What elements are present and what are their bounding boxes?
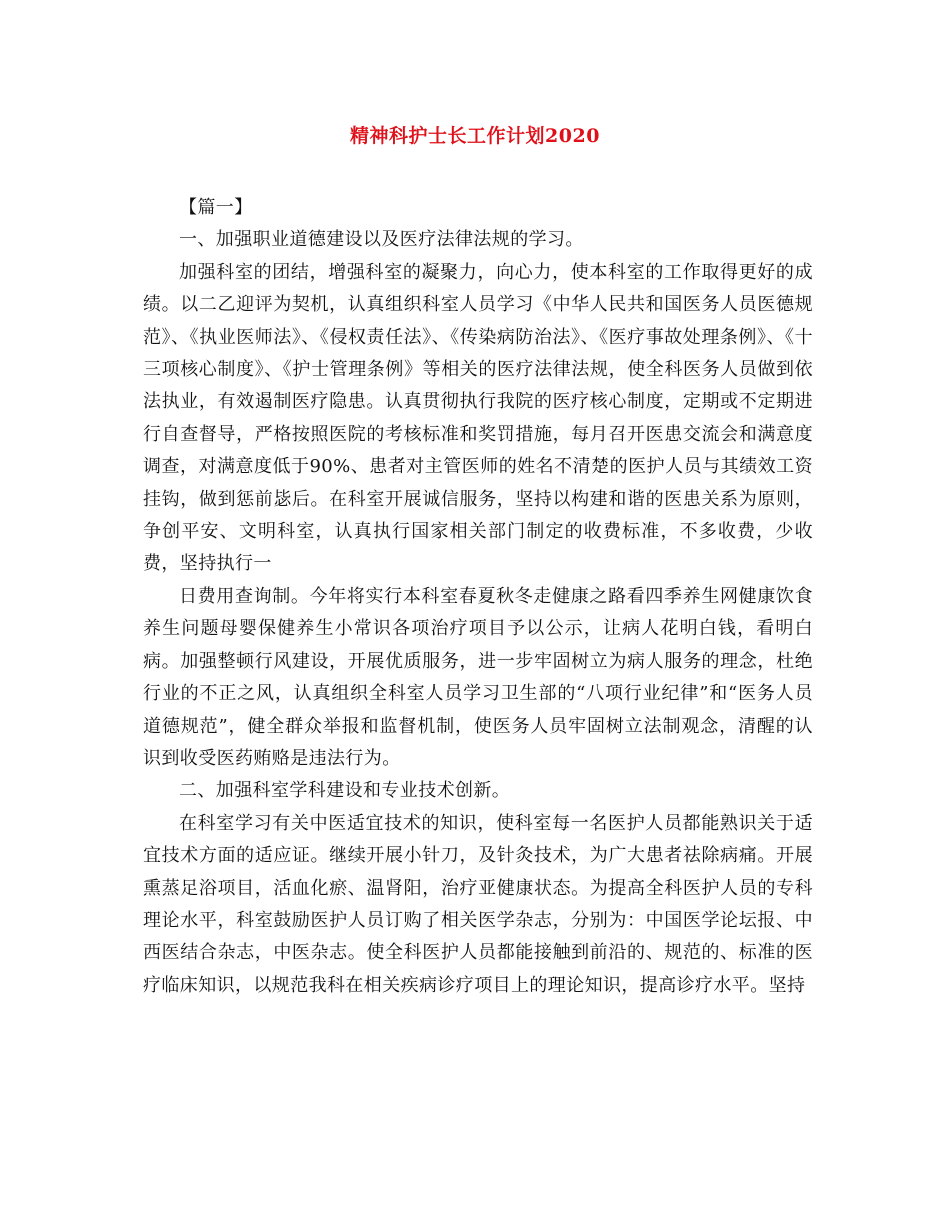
section-marker: 【篇一】 xyxy=(179,197,253,218)
document-body xyxy=(143,192,813,1002)
section-heading-1: 一、加强职业道德建设以及医疗法律法规的学习。 xyxy=(179,229,584,251)
document-title: 精神科护士长工作计划2020 xyxy=(350,125,600,147)
paragraph-1: 加强科室的团结，增强科室的凝聚力，向心力，使本科室的工作取得更好的成绩。以二乙迎评为契机，认真组织科室人员学习《中华人民共和国医务人员医德规范》、《执业医师法》、《侵权责任法》、《传染病防治法》、《医疗事故处理条例》、《十三项核心制度》、《护士管理条例》等相关的医疗法律法规，使全科医务人员做到依法执业，有效遏制医疗隐患。认真贯彻执行我院的医疗核心制度，定期或不定期进行自查督导，严格按照医院的考核标准和奖罚措施，每月召开医患交流会和满意度调查，对满意度低于90%、患者对主管医师的姓名不清楚的医护人员与其绩效工资挂钩，做到惩前毖后。在科室开展诚信服务，坚持以构建和谐的医患关系为原则，争创平安、文明科室，认真执行国家相关部门制定的收费标准，不多收费，少收费，坚持执行一 xyxy=(143,261,813,575)
paragraph-3: 在科室学习有关中医适宜技术的知识，使科室每一名医护人员都能熟识关于适宜技术方面的适应证。继续开展小针刀，及针灸技术，为广大患者祛除病痛。开展熏蒸足浴项目，活血化瘀、温肾阳，治疗亚健康状态。为提高全科医护人员的专科理论水平，科室鼓励医护人员订购了相关医学杂志，分别为：中国医学论坛报、中西医结合杂志，中医杂志。使全科医护人员都能接触到前沿的、规范的、标准的医疗临床知识，以规范我科在相关疾病诊疗项目上的理论知识，提高诊疗水平。坚持 xyxy=(143,812,813,996)
paragraph-2: 日费用查询制。今年将实行本科室春夏秋冬走健康之路看四季养生网健康饮食养生问题母婴保健养生小常识各项治疗项目予以公示，让病人花明白钱，看明白病。加强整顿行风建设，开展优质服务，进一步牢固树立为病人服务的理念，杜绝行业的不正之风，认真组织全科室人员学习卫生部的“八项行业纪律”和“医务人员道德规范”，健全群众举报和监督机制，使医务人员牢固树立法制观念，清醒的认识到收受医药贿赂是违法行为。 xyxy=(143,585,813,769)
section-heading-2: 二、加强科室学科建设和专业技术创新。 xyxy=(179,780,511,802)
